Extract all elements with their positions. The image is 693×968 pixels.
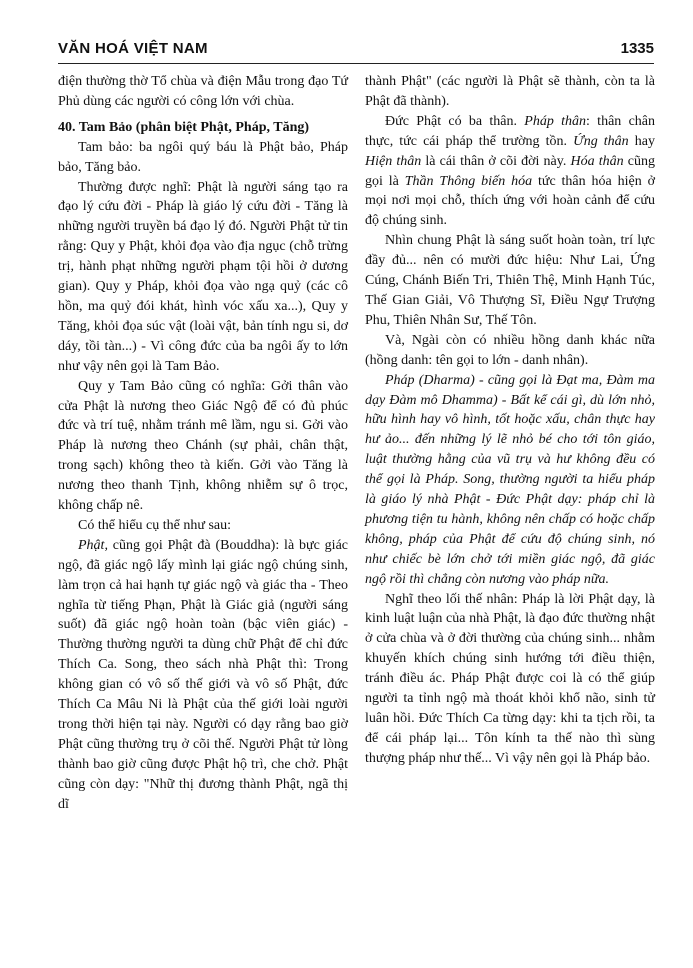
text-run: tức thân hóa hiện ở mọi nơi mọi chỗ, thích ứng với hoàn cảnh để cứu độ chúng sinh. <box>365 173 656 229</box>
intro-paragraph: điện thường thờ Tổ chùa và điện Mẫu trong đạo Tứ Phủ dùng các người có công lớn với chùa. <box>58 74 348 109</box>
header-rule <box>58 63 654 64</box>
text-run: là cái thân ở cõi đời này. <box>421 153 571 169</box>
term: Ứng thân <box>573 133 629 149</box>
paragraph: Có thể hiểu cụ thể như sau: <box>78 517 232 533</box>
paragraph: Và, Ngài còn có nhiều hồng danh khác nữa (hồng danh: tên gọi to lớn - danh nhân). <box>365 332 655 368</box>
paragraph: Thường được nghĩ: Phật là người sáng tạo ra đạo lý cứu đời - Pháp là giáo lý cứu đời - Tăng là những người truyền bá đạo lý đó. Người Phật tử tin rằng: Quy y Phật, khỏi đọa vào địa ngục (chỗ trừng trị, hành phạt những người phạm tội hồi ở dương gian). Quy y Pháp, khỏi đọa vào ngạ quỷ (các cô hồn, ma quỷ đói khát, hình vóc xấu xa...), Quy y Tăng, khỏi đọa súc vật (loài vật, bản tính ngu si, dơ dáy, tồi tàn...) - Vì công đức của ba ngôi ấy to lớn như vậy nên gọi là Tam Bảo. <box>58 179 348 374</box>
running-title: VĂN HOÁ VIỆT NAM <box>58 40 208 57</box>
text-run: hay <box>628 133 655 149</box>
term: Hóa thân <box>570 153 624 169</box>
paragraph-phap-italic: Pháp (Dharma) - cũng gọi là Đạt ma, Đàm ma dạy Đàm mô Dhamma) - Bất kể cái gì, dù lớn nhỏ, hữu hình hay vô hình, tốt hoặc xấu, chân thực hay hư ảo... đến những lý lẽ nhỏ bé cho tới tôn giáo, luật thường hằng của vũ trụ và hư không đều có thể gọi là Pháp. Song, thường người ta hiểu pháp là giáo lý nhà Phật - Đức Phật dạy: pháp chỉ là phương tiện tu hành, không nên chấp có hoặc chấp không, pháp của Phật để cứu độ chúng sinh, nó như chiếc bè lớn chở tới miền giác ngộ, đã giác ngộ rồi thì chẳng còn nương vào pháp nữa. <box>365 372 655 587</box>
paragraph-text: cũng gọi Phật đà (Bouddha): là bực giác ngộ, đã giác ngộ lấy mình lại giác ngộ chúng sinh, làm trọn cả hai hạnh tự giác ngộ và giác tha - Theo nghĩa từ tiếng Phạn, Phật là Giác giả (người sáng suốt) đã giác ngộ hoàn toàn (bậc viên giác) - Thường thường người ta dùng chữ Phật để chỉ đức Thích Ca. Song, theo sách nhà Phật thì: Trong không gian có vô số thế giới và vô số Phật, đức Thích Ca Mâu Ni là Phật của thế giới loài người trong thời hiện tại này. Người có dạy rằng bao giờ Phật cũng thường trụ ở cõi thế. Người Phật tử lòng thành bao giờ cũng được Phật hộ trì, che chở. Phật cũng còn dạy: "Nhữ thị đương thành Phật, ngã thị dĩ <box>58 537 348 812</box>
page-number: 1335 <box>620 40 654 57</box>
paragraph-three-bodies <box>365 112 655 231</box>
paragraph: Tam bảo: ba ngôi quý báu là Phật bảo, Pháp bảo, Tăng bảo. <box>58 139 348 175</box>
term-phat: Phật, <box>78 537 108 553</box>
right-column <box>365 72 655 769</box>
term: Pháp thân <box>524 113 586 129</box>
text-run: : thân chân thực, tức cái pháp thể trường tồn. <box>365 113 655 149</box>
left-column <box>58 72 348 815</box>
text-run: Đức Phật có ba thân. <box>385 113 525 129</box>
running-header <box>58 40 654 62</box>
term: Hiện thân <box>365 153 422 169</box>
section-title: 40. Tam Bảo (phân biệt Phật, Pháp, Tăng) <box>58 119 310 135</box>
term: Thần Thông biến hóa <box>404 173 533 189</box>
paragraph: Quy y Tam Bảo cũng có nghĩa: Gởi thân vào cửa Phật là nương theo Giác Ngộ để có đủ phúc đức và trí tuệ, nhằm tránh mê lầm, ngu si. Gởi vào Pháp là nương theo Chánh (sự phải, chân thật, trong sạch) không theo tà kiến. Gởi vào Tăng là nương theo thanh Tịnh, không nhiễm sự ô trọc, không chấp nê. <box>58 378 348 514</box>
continued-paragraph: thành Phật" (các người là Phật sẽ thành, còn ta là Phật đã thành). <box>365 74 655 109</box>
paragraph: Nhìn chung Phật là sáng suốt hoàn toàn, trí lực đầy đủ... nên có mười đức hiệu: Như Lai, Ứng Cúng, Chánh Biến Tri, Thiên Thệ, Minh Hạnh Túc, Thế Gian Giải, Vô Thượng Sĩ, Điều Ngự Trượng Phu, Thiên Nhân Sư, Thế Tôn. <box>365 233 655 328</box>
text-run: cũng gọi là <box>365 153 655 189</box>
paragraph: Nghĩ theo lối thế nhân: Pháp là lời Phật dạy, là kinh luật luận của nhà Phật, là đạo đức thường nhật ở cửa chùa và ở đời thường của chúng sinh... nhằm khuyến khích chúng sinh hướng tới điều thiện, tránh điều ác. Pháp Phật được coi là có thể giúp người ta tỉnh ngộ mà thoát khỏi khổ não, sinh tử luân hồi. Đức Thích Ca từng dạy: khi ta tịch rồi, ta để cái pháp lại... Tôn kính ta thế nào thì sùng thượng pháp như thế... Vì vậy nên gọi là Pháp bảo. <box>365 591 655 766</box>
paragraph-phat <box>58 536 348 815</box>
